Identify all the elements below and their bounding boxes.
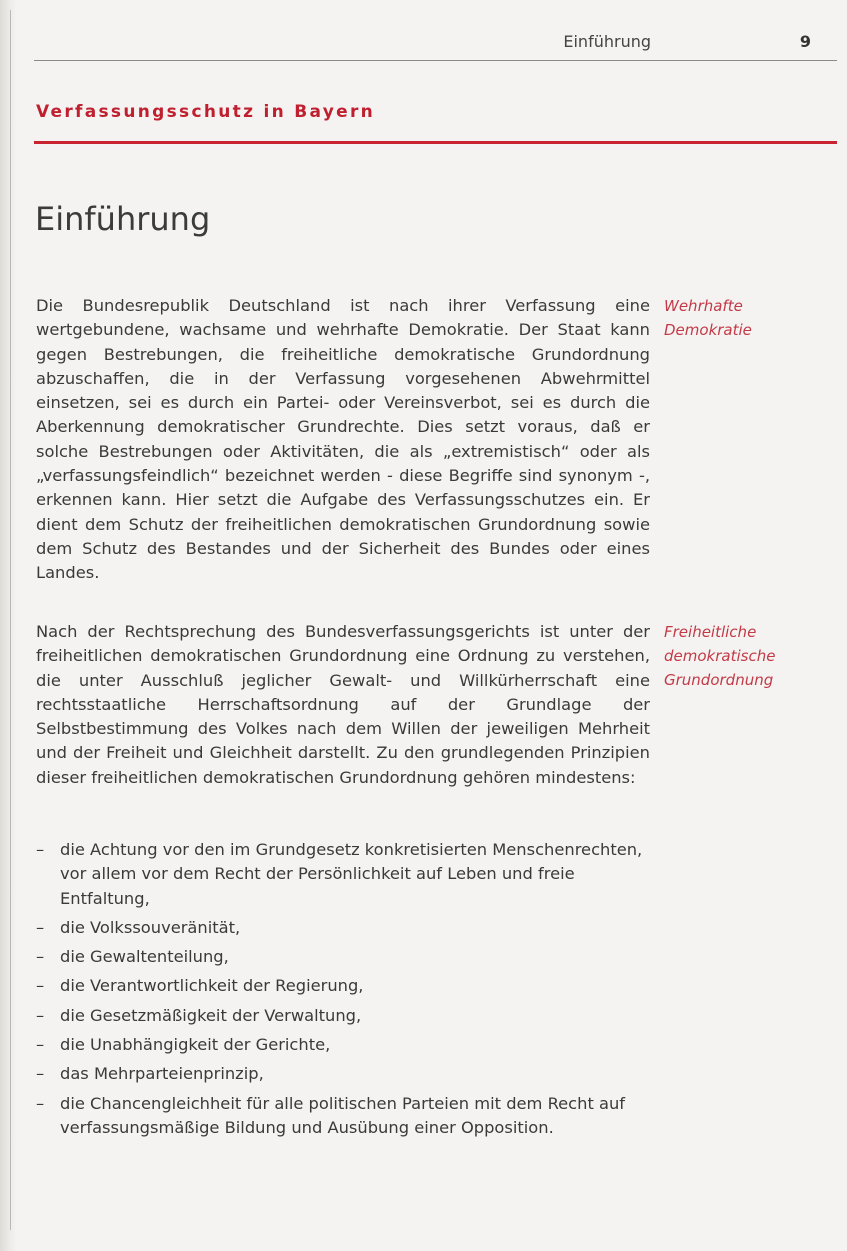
list-item bbox=[36, 945, 650, 969]
section-rule-red bbox=[34, 141, 837, 144]
section-title: Verfassungsschutz in Bayern bbox=[36, 102, 376, 122]
margin-note-fdgo: Freiheitliche demokratische Grundordnung bbox=[664, 623, 776, 689]
list-item bbox=[36, 1092, 650, 1141]
list-item-text: die Achtung vor den im Grundgesetz konkretisierten Menschenrechten, vor allem vor dem Recht der Persönlichkeit auf Leben und freie Entfaltung, bbox=[60, 840, 643, 908]
list-item-text: die Gewaltenteilung, bbox=[60, 947, 229, 967]
paragraph-fdgo-definition: Nach der Rechtsprechung des Bundesverfassungsgerichts ist unter der freiheitlichen demokratischen Grundordnung eine Ordnung zu verstehen, die unter Ausschluß jeglicher Gewalt- und Willkürherrschaft eine rechtsstaatliche Herrschaftsordnung auf der Grundlage der Selbstbestimmung des Volkes nach dem Willen der jeweiligen Mehrheit und der Freiheit und Gleichheit darstellt. Zu den grundlegenden Prinzipien dieser freiheitlichen demokratischen Grundordnung gehören mindestens: bbox=[36, 622, 650, 787]
list-item bbox=[36, 1062, 650, 1086]
list-item-text: die Unabhängigkeit der Gerichte, bbox=[60, 1035, 331, 1055]
list-item-text: die Verantwortlichkeit der Regierung, bbox=[60, 976, 364, 996]
chapter-title: Einführung bbox=[35, 200, 211, 238]
page-spine-line bbox=[10, 10, 11, 1230]
principles-list bbox=[36, 838, 650, 1145]
list-item-text: die Chancengleichheit für alle politischen Parteien mit dem Recht auf verfassungsmäßige Bildung und Ausübung einer Opposition. bbox=[60, 1093, 626, 1137]
running-header-title: Einführung bbox=[563, 32, 651, 51]
list-dash: – bbox=[36, 1035, 45, 1055]
list-item-text: das Mehrparteienprinzip, bbox=[60, 1064, 264, 1084]
page-spine-shadow bbox=[0, 0, 16, 1251]
list-item bbox=[36, 1004, 650, 1028]
page-number: 9 bbox=[799, 32, 811, 51]
list-item bbox=[36, 916, 650, 940]
list-dash: – bbox=[36, 917, 45, 937]
list-item bbox=[36, 1033, 650, 1057]
list-dash: – bbox=[36, 1064, 45, 1084]
list-dash: – bbox=[36, 947, 45, 967]
list-item-text: die Volkssouveränität, bbox=[60, 917, 241, 937]
list-dash: – bbox=[36, 840, 45, 859]
list-item bbox=[36, 974, 650, 998]
list-dash: – bbox=[36, 1005, 45, 1025]
list-item-text: die Gesetzmäßigkeit der Verwaltung, bbox=[60, 1005, 362, 1025]
header-rule bbox=[34, 60, 837, 61]
list-item bbox=[36, 838, 650, 911]
list-dash: – bbox=[36, 1093, 45, 1113]
list-dash: – bbox=[36, 976, 45, 996]
margin-note-wehrhafte-demokratie: Wehrhafte Demokratie bbox=[664, 297, 752, 339]
paragraph-wehrhafte-demokratie: Die Bundesrepublik Deutschland ist nach ihrer Verfassung eine wertgebundene, wachsame und wehrhafte Demokratie. Der Staat kann gegen Bestrebungen, die freiheitliche demokratische Grundordnung abzuschaffen, die in der Verfassung vorgesehenen Abwehrmittel einsetzen, sei es durch ein Partei- oder Vereinsverbot, sei es durch die Aberkennung demokratischer Grundrechte. Dies setzt voraus, daß er solche Bestrebungen oder Aktivitäten, die als „extremistisch“ oder als „verfassungsfeindlich“ bezeichnet werden - diese Begriffe sind synonym -, erkennen kann. Hier setzt die Aufgabe des Verfassungsschutzes ein. Er dient dem Schutz der freiheitlichen demokratischen Grundordnung sowie dem Schutz des Bestandes und der Sicherheit des Bundes oder eines Landes. bbox=[36, 296, 650, 583]
running-header bbox=[34, 30, 837, 56]
